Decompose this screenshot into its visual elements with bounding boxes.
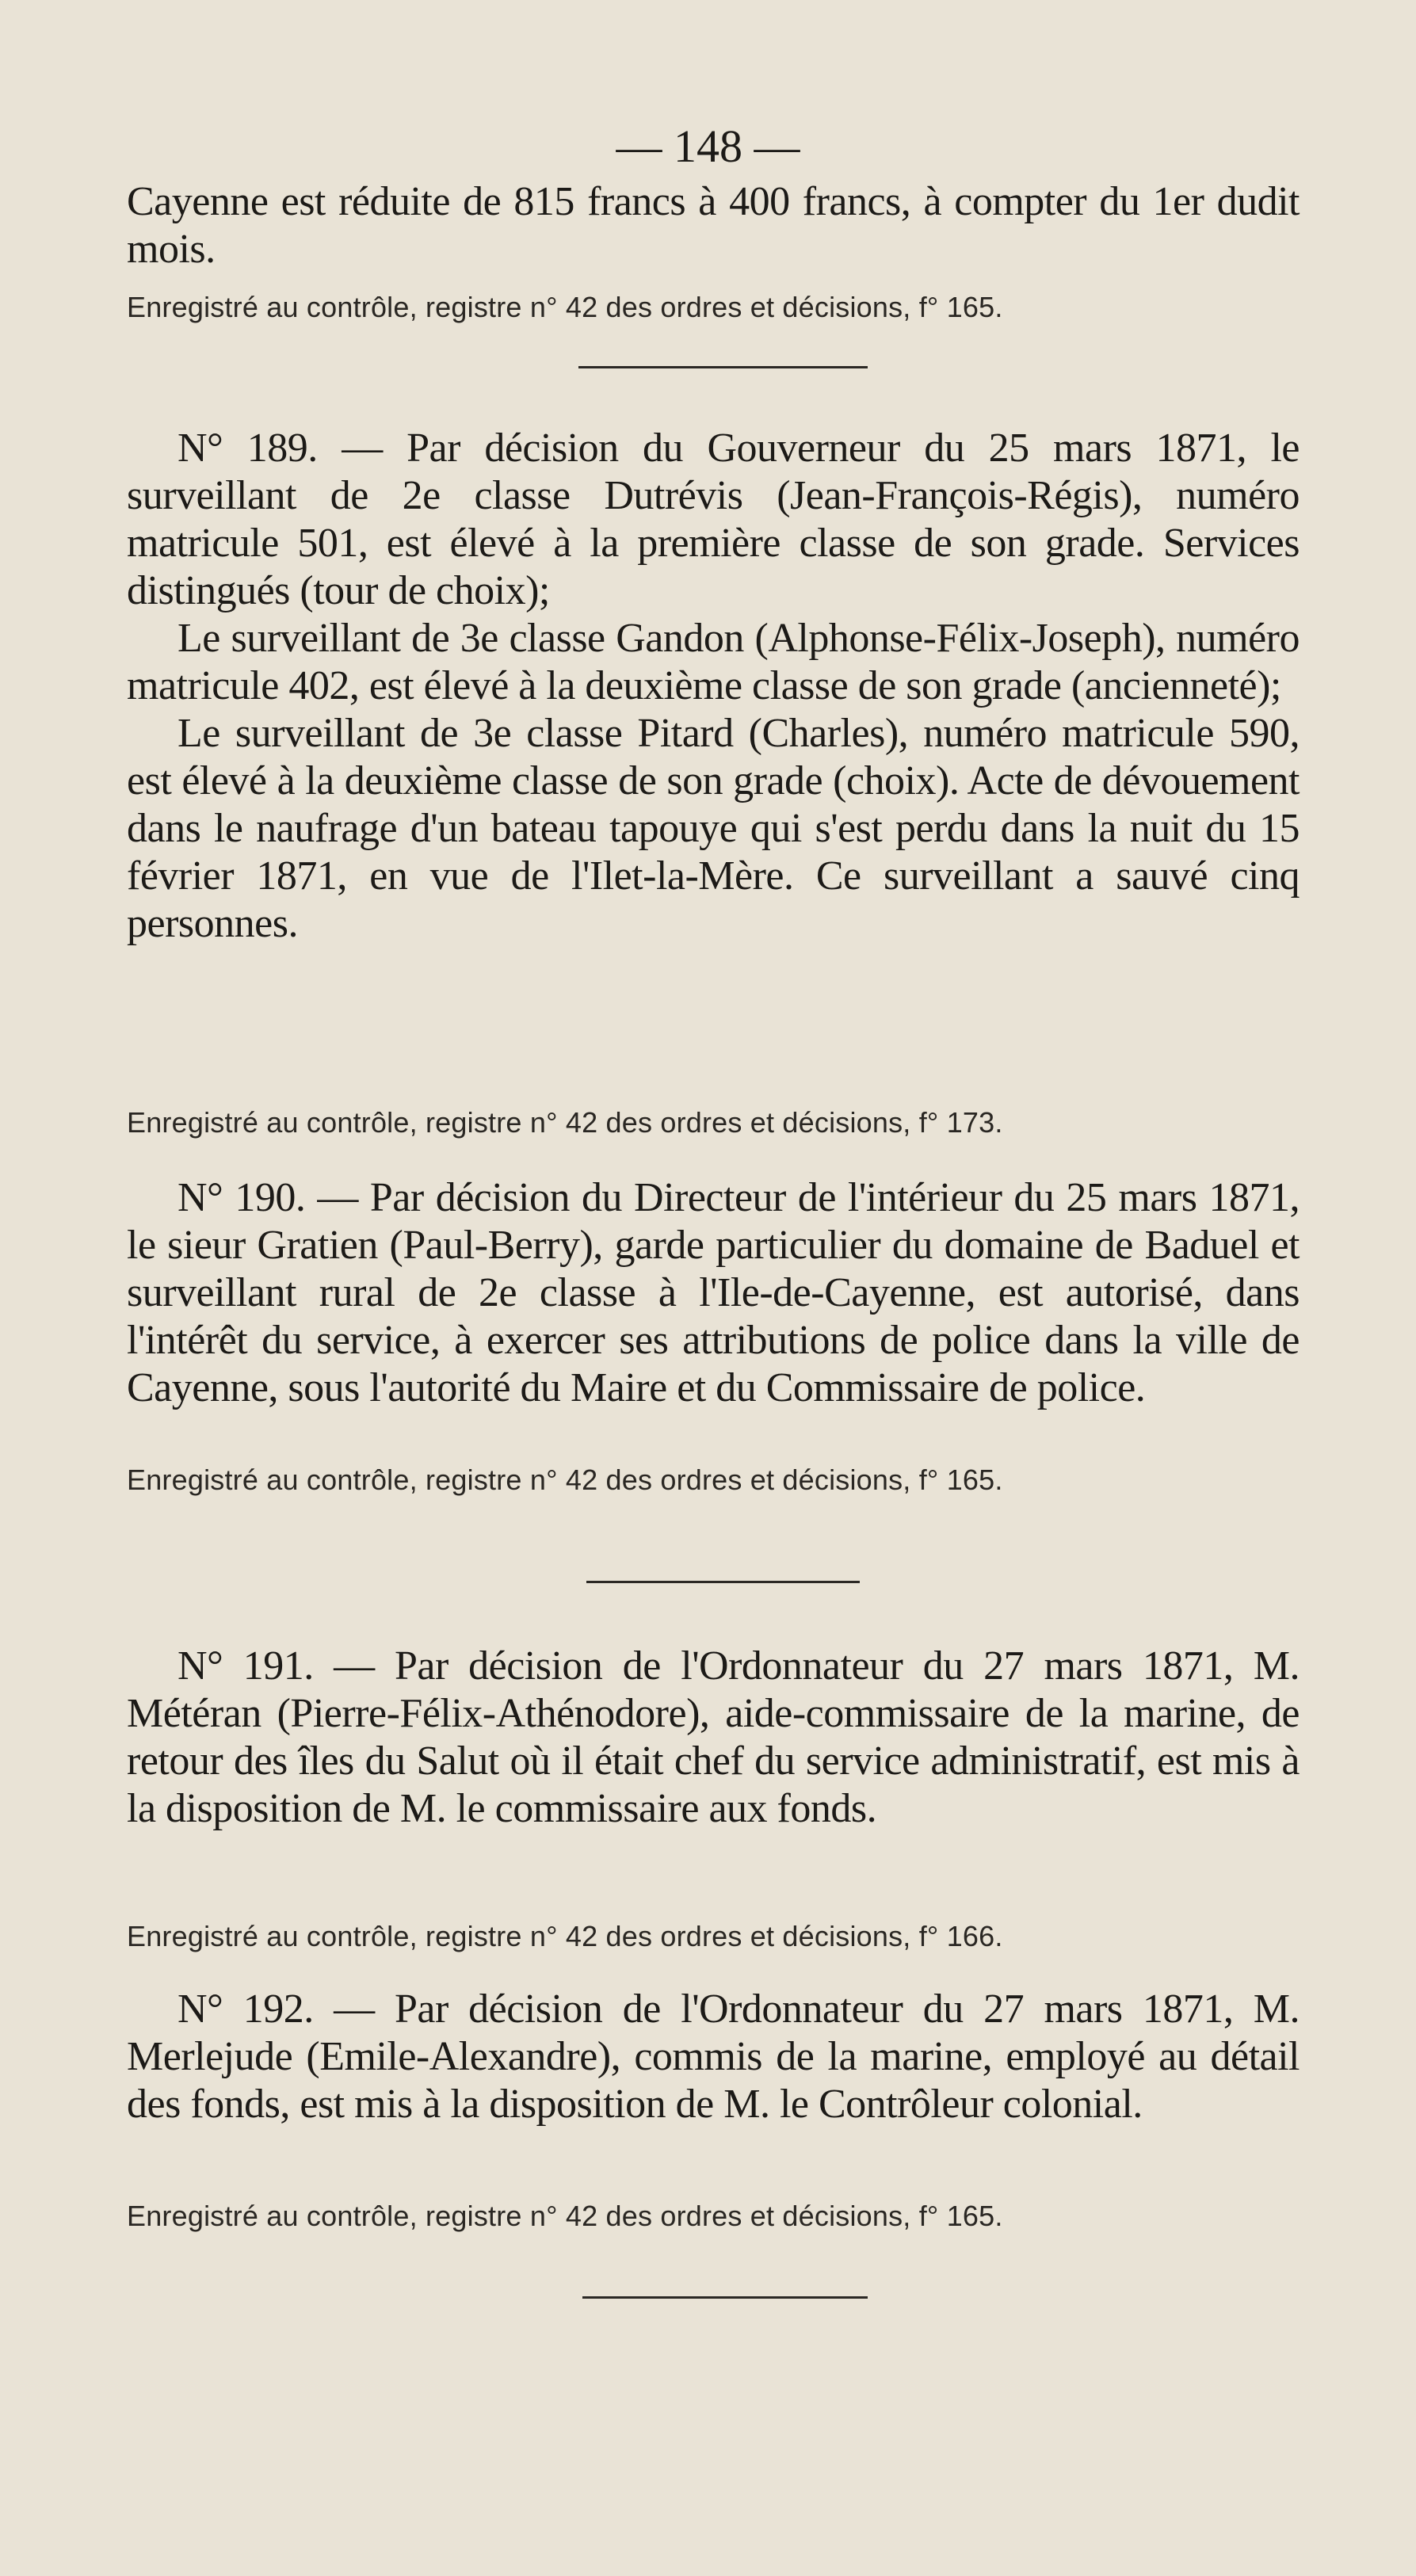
entry-189-text: — Par décision du Gouverneur du 25 mars 1871, le surveillant de 2e classe Dutrévis (Jean-François-Régis), numéro matricule 501, est élevé à la première classe de son grade. Services distingués (tour de choix); [127,426,1300,613]
entry-189-paragraph-2: Le surveillant de 3e classe Gandon (Alphonse-Félix-Joseph), numéro matricule 402, est élevé à la deuxième classe de son grade (ancienneté); [127,616,1300,708]
entry-190-paragraph-1 [127,1174,1300,1412]
entry-192-number: N° 192. [177,1986,314,2032]
entry-190 [127,1174,1300,1412]
continuation-text-block [127,178,1300,273]
section-divider [578,366,868,368]
section-divider [582,2296,868,2299]
entry-192 [127,1986,1300,2128]
entry-192-paragraph-1 [127,1986,1300,2128]
continuation-paragraph: Cayenne est réduite de 815 francs à 400 francs, à compter du 1er dudit mois. [127,179,1300,272]
entry-191-paragraph-1 [127,1643,1300,1833]
entry-190-number: N° 190. [177,1175,306,1220]
continuation-register-note: Enregistré au contrôle, registre n° 42 des ordres et décisions, f° 165. [127,291,1003,323]
section-divider [586,1581,860,1583]
entry-191-text: — Par décision de l'Ordonnateur du 27 mars 1871, M. Météran (Pierre-Félix-Athénodore), aide-commissaire de la marine, de retour des îles du Salut où il était chef du service administratif, est mis à la disposition de M. le commissaire aux fonds. [127,1643,1300,1831]
entry-189-paragraph-3: Le surveillant de 3e classe Pitard (Charles), numéro matricule 590, est élevé à la deuxième classe de son grade (choix). Acte de dévouement dans le naufrage d'un bateau tapouye qui s'est perdu dans la nuit du 15 février 1871, en vue de l'Ilet-la-Mère. Ce surveillant a sauvé cinq personnes. [127,711,1300,946]
entry-189-register-note: Enregistré au contrôle, registre n° 42 des ordres et décisions, f° 173. [127,1106,1003,1139]
entry-192-text: — Par décision de l'Ordonnateur du 27 mars 1871, M. Merlejude (Emile-Alexandre), commis de la marine, employé au détail des fonds, est mis à la disposition de M. le Contrôleur colonial. [127,1986,1300,2127]
entry-191 [127,1643,1300,1833]
entry-191-register-note: Enregistré au contrôle, registre n° 42 des ordres et décisions, f° 166. [127,1920,1003,1952]
entry-192-register-note: Enregistré au contrôle, registre n° 42 des ordres et décisions, f° 165. [127,2200,1003,2232]
entry-190-text: — Par décision du Directeur de l'intérieur du 25 mars 1871, le sieur Gratien (Paul-Berry), garde particulier du domaine de Baduel et surveillant rural de 2e classe à l'Ile-de-Cayenne, est autorisé, dans l'intérêt du service, à exercer ses attributions de police dans la ville de Cayenne, sous l'autorité du Maire et du Commissaire de police. [127,1175,1300,1410]
entry-190-register-note: Enregistré au contrôle, registre n° 42 des ordres et décisions, f° 165. [127,1464,1003,1496]
entry-191-number: N° 191. [177,1643,314,1689]
page-number: — 148 — [616,120,800,172]
entry-189-number: N° 189. [177,426,318,471]
entry-189 [127,425,1300,948]
entry-189-paragraph-1 [127,425,1300,615]
